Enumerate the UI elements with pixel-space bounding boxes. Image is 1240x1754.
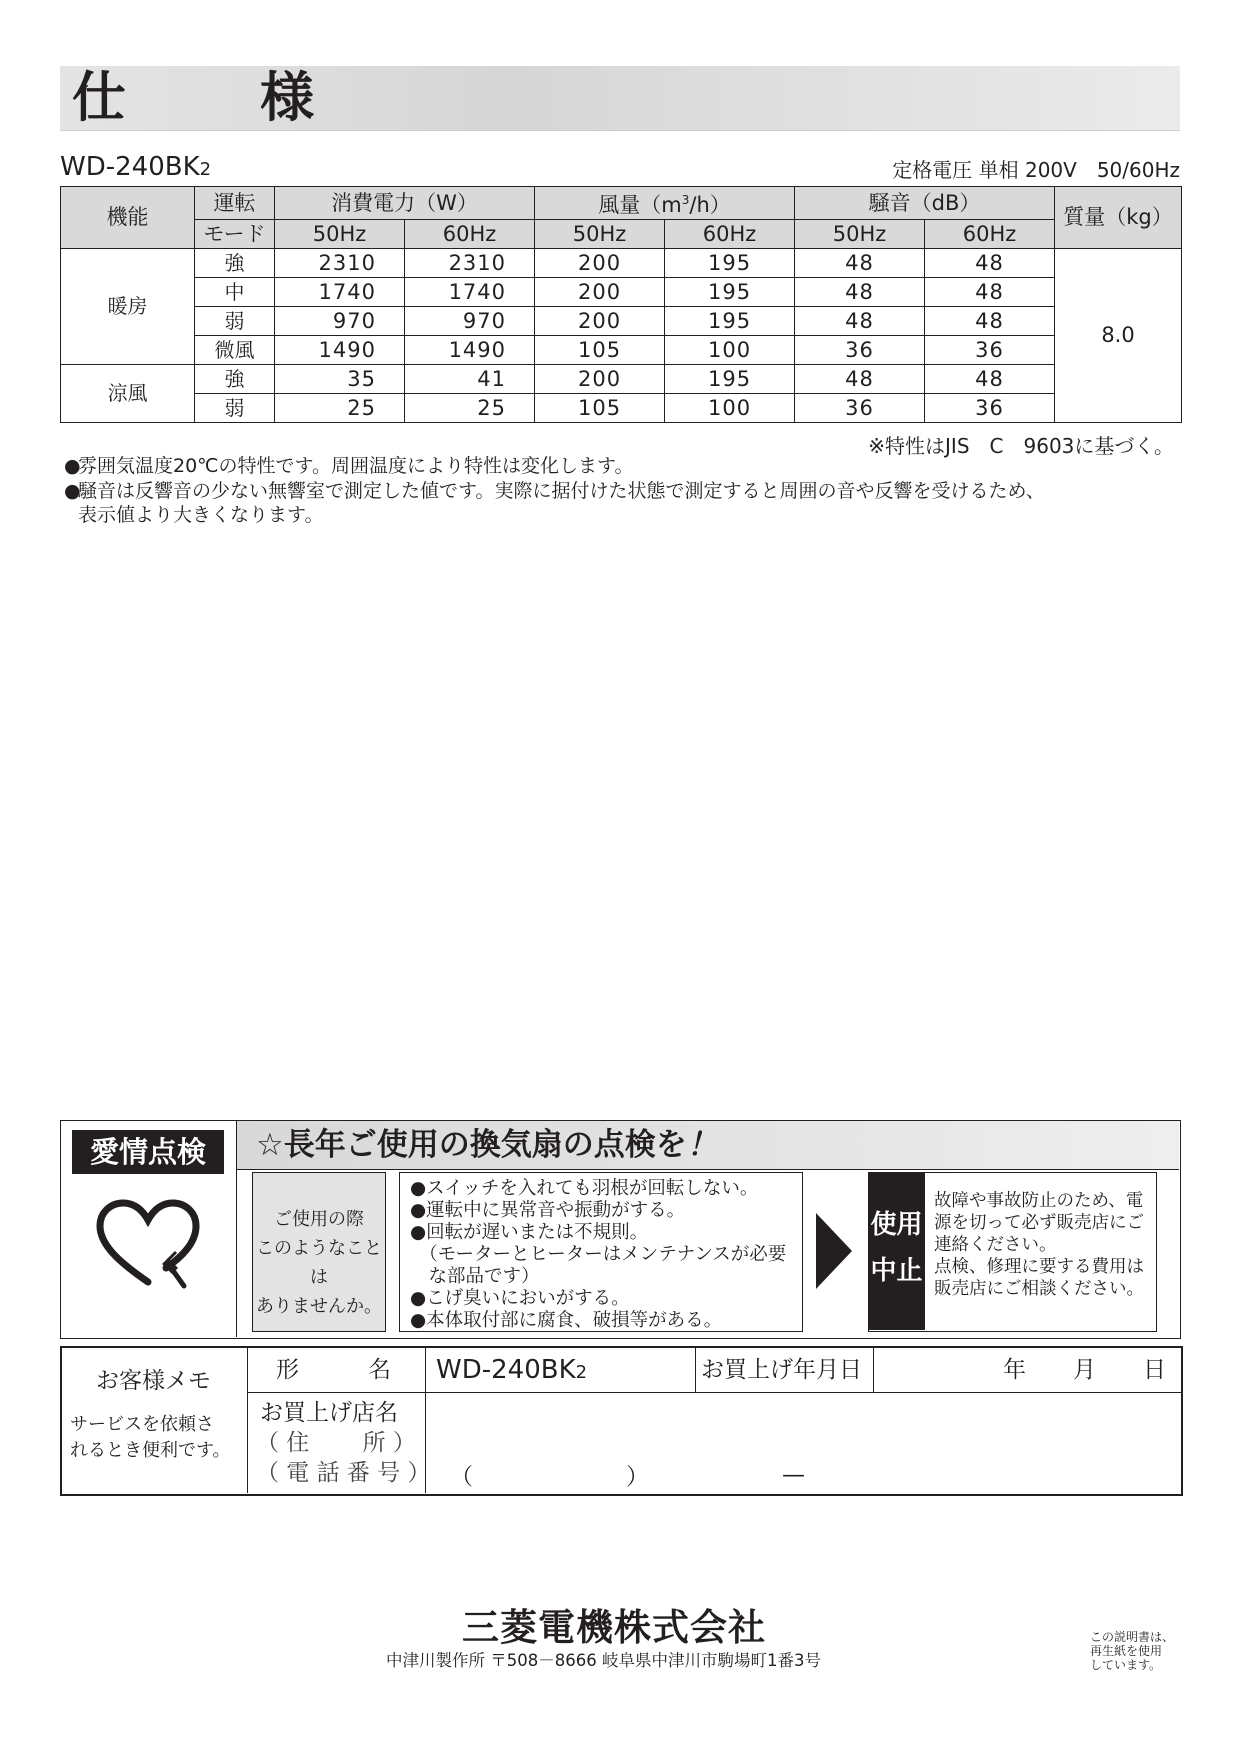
noise50-cell: 48 xyxy=(795,249,925,278)
recycled-paper-note xyxy=(1090,1630,1180,1672)
memo-divider xyxy=(247,1392,1181,1393)
header-air-60hz: 60Hz xyxy=(665,220,795,249)
power60-cell: 970 xyxy=(405,307,535,336)
function-heating: 暖房 xyxy=(61,249,195,365)
model-label: 形 名 xyxy=(276,1357,391,1383)
noise60-cell: 48 xyxy=(925,278,1055,307)
header-airflow xyxy=(535,187,795,220)
inspection-headline xyxy=(256,1122,718,1168)
recycle-line: 再生紙を使用 xyxy=(1090,1644,1163,1658)
noise60-cell: 48 xyxy=(925,249,1055,278)
air50-cell: 200 xyxy=(535,307,665,336)
mode-cell: 中 xyxy=(195,278,275,307)
memo-divider xyxy=(873,1347,874,1392)
memo-divider xyxy=(695,1347,696,1392)
air60-cell: 195 xyxy=(665,249,795,278)
header-function: 機能 xyxy=(61,187,195,249)
inspection-label: 愛情点検 xyxy=(72,1130,224,1174)
purchase-date-label: お買上げ年月日 xyxy=(701,1357,862,1383)
header-noise-60hz: 60Hz xyxy=(925,220,1055,249)
memo-desc-line: れるとき便利です。 xyxy=(70,1440,231,1461)
company-address: 中津川製作所 〒508－8666 岐阜県中津川市駒場町1番3号 xyxy=(386,1651,821,1670)
phone-paren-close: ） xyxy=(626,1464,649,1490)
air60-cell: 195 xyxy=(665,278,795,307)
jis-note: ※特性はJIS C 9603に基づく。 xyxy=(868,434,1174,458)
company-name: 三菱電機株式会社 xyxy=(462,1606,766,1649)
note-temperature: ●雰囲気温度20℃の特性です。周囲温度により特性は変化します。 xyxy=(64,455,634,477)
list-item: ●運転中に異常音や振動がする。 xyxy=(410,1200,686,1221)
spec-table xyxy=(60,186,1182,423)
table-row xyxy=(61,307,1182,336)
stop-label-line: 使用 xyxy=(870,1210,923,1240)
store-label: お買上げ店名 xyxy=(260,1400,398,1426)
stop-text-line: 点検、修理に要する費用は xyxy=(934,1257,1144,1277)
airflow-pre: 風量（m xyxy=(598,193,682,217)
memo-title: お客様メモ xyxy=(96,1368,211,1394)
headline-text: 長年ご使用の換気扇の点検を xyxy=(283,1127,687,1163)
list-item: ●本体取付部に腐食、破損等がある。 xyxy=(410,1310,723,1331)
air60-cell: 195 xyxy=(665,307,795,336)
list-item: ●回転が遅いまたは不規則。 xyxy=(410,1222,649,1243)
power50-cell: 2310 xyxy=(275,249,405,278)
power50-cell: 1740 xyxy=(275,278,405,307)
header-air-50hz: 50Hz xyxy=(535,220,665,249)
noise50-cell: 48 xyxy=(795,278,925,307)
headline-excl: ！ xyxy=(686,1127,718,1163)
question-line: ご使用の際 xyxy=(274,1209,364,1230)
stop-text-line: 販売店にご相談ください。 xyxy=(934,1279,1144,1299)
year-label: 年 xyxy=(1003,1357,1026,1383)
memo-divider xyxy=(247,1347,248,1493)
header-mode-line1: 運転 xyxy=(195,187,275,220)
mass-value: 8.0 xyxy=(1055,249,1182,423)
memo-description xyxy=(70,1412,231,1464)
noise60-cell: 48 xyxy=(925,365,1055,394)
phone-paren-open: （ xyxy=(450,1464,473,1490)
memo-model-sub: 2 xyxy=(575,1362,588,1383)
airflow-sup: 3 xyxy=(681,193,690,207)
memo-model-main: WD-240BK xyxy=(436,1355,576,1385)
stop-text-line: 源を切って必ず販売店にご xyxy=(934,1213,1144,1233)
power50-cell: 970 xyxy=(275,307,405,336)
memo-model-value xyxy=(436,1354,587,1389)
note-noise-cont: 表示値より大きくなります。 xyxy=(78,504,324,526)
page-title: 仕 様 xyxy=(72,66,354,129)
note-noise: ●騒音は反響音の少ない無響室で測定した値です。実際に据付けた状態で測定すると周囲の音や反響を受けるため、 xyxy=(64,480,1045,502)
list-item: ●こげ臭いにおいがする。 xyxy=(410,1288,630,1309)
header-mode-line2: モード xyxy=(195,220,275,249)
power50-cell: 1490 xyxy=(275,336,405,365)
header-noise: 騒音（dB） xyxy=(795,187,1055,220)
power50-cell: 25 xyxy=(275,394,405,423)
mode-cell: 強 xyxy=(195,249,275,278)
list-item: ●スイッチを入れても羽根が回転しない。 xyxy=(410,1178,759,1199)
air60-cell: 100 xyxy=(665,336,795,365)
air50-cell: 200 xyxy=(535,249,665,278)
table-row xyxy=(61,336,1182,365)
table-row xyxy=(61,278,1182,307)
stop-use-label xyxy=(868,1172,925,1330)
question-line: ありませんか。 xyxy=(256,1296,382,1317)
noise50-cell: 36 xyxy=(795,394,925,423)
function-cooling: 涼風 xyxy=(61,365,195,423)
model-main: WD-240BK xyxy=(60,152,200,182)
mode-cell: 弱 xyxy=(195,307,275,336)
noise50-cell: 48 xyxy=(795,307,925,336)
mode-cell: 弱 xyxy=(195,394,275,423)
question-text xyxy=(252,1205,386,1321)
airflow-post: /h） xyxy=(689,193,731,217)
air50-cell: 105 xyxy=(535,336,665,365)
phone-dash: — xyxy=(782,1462,805,1488)
air50-cell: 200 xyxy=(535,278,665,307)
day-label: 日 xyxy=(1143,1357,1166,1383)
power60-cell: 25 xyxy=(405,394,535,423)
air50-cell: 200 xyxy=(535,365,665,394)
recycle-line: しています。 xyxy=(1090,1658,1162,1672)
power50-cell: 35 xyxy=(275,365,405,394)
table-row xyxy=(61,365,1182,394)
table-row xyxy=(61,249,1182,278)
address-label: （ 住 所 ） xyxy=(256,1430,416,1456)
recycle-line: この説明書は、 xyxy=(1090,1630,1175,1644)
header-power-60hz: 60Hz xyxy=(405,220,535,249)
table-row xyxy=(61,394,1182,423)
note-text: 騒音は反響音の少ない無響室で測定した値です。実際に据付けた状態で測定すると周囲の音や反響を受けるため、 xyxy=(78,480,1045,502)
heart-plug-icon xyxy=(92,1196,204,1292)
note-text: 雰囲気温度20℃の特性です。周囲温度により特性は変化します。 xyxy=(78,455,634,477)
month-label: 月 xyxy=(1073,1357,1096,1383)
air50-cell: 105 xyxy=(535,394,665,423)
noise60-cell: 36 xyxy=(925,336,1055,365)
model-sub: 2 xyxy=(199,159,212,180)
stop-text-line: 連絡ください。 xyxy=(934,1235,1057,1255)
stop-text-line: 故障や事故防止のため、電 xyxy=(934,1191,1144,1211)
star-icon: ☆ xyxy=(256,1127,284,1163)
question-line: このようなことは xyxy=(256,1238,382,1288)
phone-label: （ 電 話 番 号 ） xyxy=(256,1460,431,1486)
noise60-cell: 48 xyxy=(925,307,1055,336)
header-power-50hz: 50Hz xyxy=(275,220,405,249)
arrow-right-icon xyxy=(816,1213,852,1289)
list-item: （モーターとヒーターはメンテナンスが必要 xyxy=(410,1244,787,1265)
memo-desc-line: サービスを依頼さ xyxy=(70,1414,214,1435)
rated-voltage: 定格電圧 単相 200V 50/60Hz xyxy=(892,158,1180,182)
list-item: な部品です） xyxy=(410,1266,540,1287)
air60-cell: 195 xyxy=(665,365,795,394)
noise50-cell: 48 xyxy=(795,365,925,394)
model-number xyxy=(60,152,211,185)
power60-cell: 1740 xyxy=(405,278,535,307)
air60-cell: 100 xyxy=(665,394,795,423)
noise60-cell: 36 xyxy=(925,394,1055,423)
noise50-cell: 36 xyxy=(795,336,925,365)
stop-label-line: 中止 xyxy=(870,1256,923,1286)
header-power: 消費電力（W） xyxy=(275,187,535,220)
power60-cell: 1490 xyxy=(405,336,535,365)
mode-cell: 微風 xyxy=(195,336,275,365)
power60-cell: 41 xyxy=(405,365,535,394)
power60-cell: 2310 xyxy=(405,249,535,278)
header-mass: 質量（kg） xyxy=(1055,187,1182,249)
mode-cell: 強 xyxy=(195,365,275,394)
header-noise-50hz: 50Hz xyxy=(795,220,925,249)
